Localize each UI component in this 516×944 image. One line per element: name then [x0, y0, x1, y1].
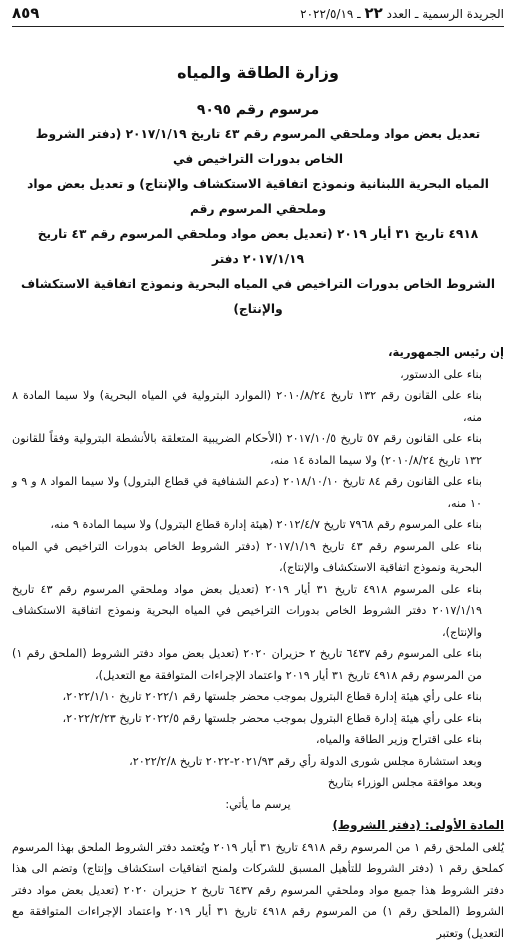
decree-title-line: الشروط الخاص بدورات التراخيص في المياه البحرية ونموذج اتفاقية الاستكشاف والإنتاج)	[16, 272, 500, 322]
recital: وبعد استشارة مجلس شورى الدولة رأي رقم ٢٠٢١/٩٣-٢٠٢٢ تاريخ ٢٠٢٢/٢/٨،	[12, 751, 504, 773]
recital: بناء على القانون رقم ٥٧ تاريخ ٢٠١٧/١٠/٥ (الأحكام الضريبية المتعلقة بالأنشطة البترولية وفقاً للقانون ١٣٢ تاريخ ٢٠١٠/٨/٢٤) ولا سيما المادة ١٤ منه،	[12, 428, 504, 471]
article-text: يُلغى الملحق رقم ١ من المرسوم رقم ٤٩١٨ تاريخ ٣١ أيار ٢٠١٩ ويُعتمد دفتر الشروط الملحق بهذا المرسوم كملحق رقم ١ (دفتر الشروط للتأهيل المسبق للشركات ولمنح اتفاقيات استكشاف وإنتاج) وتضم الى هذا دفتر الشروط هذا جميع مواد وملحقي المرسوم رقم ٦٤٣٧ تاريخ ٢ حزيران ٢٠٢٠ (تعديل بعض مواد دفتر الشروط (الملحق رقم ١) من المرسوم رقم ٤٩١٨ تاريخ ٣١ أيار ٢٠١٩ واعتماد الإجراءات المتوافقة مع التعديل) وتعتبر	[12, 837, 504, 944]
decree-title-line: المياه البحرية اللبنانية ونموذج اتفاقية الاستكشاف والإنتاج) و تعديل بعض مواد وملحقي المرسوم رقم	[16, 172, 500, 222]
gazette-name: الجريدة الرسمية ـ العدد	[387, 7, 504, 21]
recital: بناء على رأي هيئة إدارة قطاع البترول بموجب محضر جلستها رقم ٢٠٢٢/٥ تاريخ ٢٠٢٢/٢/٢٣،	[12, 708, 504, 730]
running-header	[12, 0, 504, 27]
issue-number: ٢٢	[365, 4, 383, 22]
recital: بناء على الدستور،	[12, 364, 504, 386]
addressee: إن رئيس الجمهورية،	[12, 342, 504, 364]
decree-title-line: تعديل بعض مواد وملحقي المرسوم رقم ٤٣ تاريخ ٢٠١٧/١/١٩ (دفتر الشروط الخاص بدورات التراخيص في	[16, 122, 500, 172]
decree-body	[12, 342, 504, 944]
decree-title-line: ٤٩١٨ تاريخ ٣١ أيار ٢٠١٩ (تعديل بعض مواد وملحقي المرسوم رقم ٤٣ تاريخ ٢٠١٧/١/١٩ دفتر	[16, 222, 500, 272]
recital: بناء على المرسوم رقم ٧٩٦٨ تاريخ ٢٠١٢/٤/٧ (هيئة إدارة قطاع البترول) ولا سيما المادة ٩ منه،	[12, 514, 504, 536]
recital: بناء على القانون رقم ٨٤ تاريخ ٢٠١٨/١٠/١٠ (دعم الشفافية في قطاع البترول) ولا سيما المواد ٨ و ٩ و ١٠ منه،	[12, 471, 504, 514]
gazette-issue	[300, 4, 504, 22]
ministry-title: وزارة الطاقة والمياه	[12, 63, 504, 82]
recital: بناء على المرسوم ٤٩١٨ تاريخ ٣١ أيار ٢٠١٩ (تعديل بعض مواد وملحقي المرسوم رقم ٤٣ تاريخ ٢٠١٧/١/١٩ دفتر الشروط الخاص بدورات التراخيص في المياه البحرية ونموذج اتفاقية الاستكشاف والإنتاج)،	[12, 579, 504, 644]
decrees-formula: يرسم ما يأتي:	[12, 794, 504, 816]
recital: بناء على المرسوم رقم ٦٤٣٧ تاريخ ٢ حزيران ٢٠٢٠ (تعديل بعض مواد دفتر الشروط (الملحق رقم ١) من المرسوم رقم ٤٩١٨ تاريخ ٣١ أيار ٢٠١٩ واعتماد الإجراءات المتوافقة مع التعديل)،	[12, 643, 504, 686]
page-number: ٨٥٩	[12, 4, 39, 22]
recital: بناء على رأي هيئة إدارة قطاع البترول بموجب محضر جلستها رقم ٢٠٢٢/١ تاريخ ٢٠٢٢/١/١٠،	[12, 686, 504, 708]
decree-title	[16, 122, 500, 322]
article-heading: المادة الأولى: (دفتر الشروط)	[12, 815, 504, 837]
issue-date: ـ ٢٠٢٢/٥/١٩	[300, 7, 361, 21]
recital: وبعد موافقة مجلس الوزراء بتاريخ	[12, 772, 504, 794]
recital: بناء على المرسوم رقم ٤٣ تاريخ ٢٠١٧/١/١٩ (دفتر الشروط الخاص بدورات التراخيص في المياه البحرية ونموذج اتفاقية الاستكشاف والإنتاج)،	[12, 536, 504, 579]
recital: بناء على القانون رقم ١٣٢ تاريخ ٢٠١٠/٨/٢٤ (الموارد البترولية في المياه البحرية) ولا سيما المادة ٨ منه،	[12, 385, 504, 428]
recital: بناء على اقتراح وزير الطاقة والمياه،	[12, 729, 504, 751]
decree-number: مرسوم رقم ٩٠٩٥	[12, 102, 504, 118]
